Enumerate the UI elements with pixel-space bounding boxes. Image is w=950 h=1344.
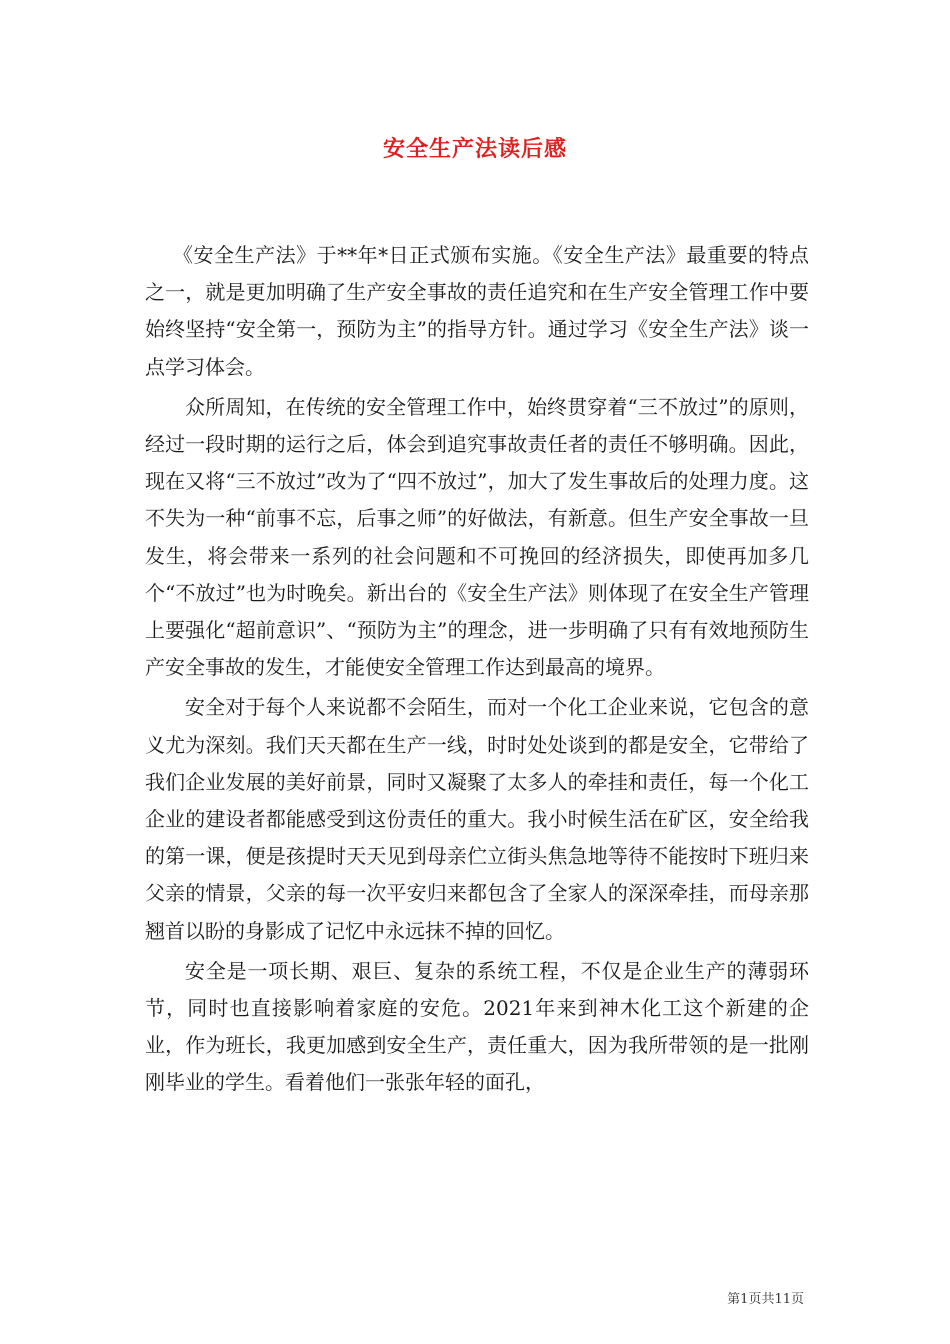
paragraph: 安全是一项长期、艰巨、复杂的系统工程，不仅是企业生产的薄弱环节，同时也直接影响着家庭的安危。2021年来到神木化工这个新建的企业，作为班长，我更加感到安全生产，责任重大，因为我所带领的是一批刚刚毕业的学生。看着他们一张张年轻的面孔， <box>145 958 809 1095</box>
document-title: 安全生产法读后感 <box>382 136 567 162</box>
document-body <box>145 237 809 1105</box>
page-number: 第1页共11页 <box>727 1292 804 1307</box>
paragraph: 《安全生产法》于**年*日正式颁布实施。《安全生产法》最重要的特点之一，就是更加明确了生产安全事故的责任追究和在生产安全管理工作中要始终坚持“安全第一，预防为主”的指导方针。通过学习《安全生产法》谈一点学习体会。 <box>145 243 809 379</box>
paragraph: 众所周知，在传统的安全管理工作中，始终贯穿着“三不放过”的原则，经过一段时期的运行之后，体会到追究事故责任者的责任不够明确。因此，现在又将“三不放过”改为了“四不放过”，加大了发生事故后的处理力度。这不失为一种“前事不忘，后事之师”的好做法，有新意。但生产安全事故一旦发生，将会带来一系列的社会问题和不可挽回的经济损失，即使再加多几个“不放过”也为时晚矣。新出台的《安全生产法》则体现了在安全生产管理上要强化“超前意识”、“预防为主”的理念，进一步明确了只有有效地预防生产安全事故的发生，才能使安全管理工作达到最高的境界。 <box>145 394 809 680</box>
paragraph: 安全对于每个人来说都不会陌生，而对一个化工企业来说，它包含的意义尤为深刻。我们天天都在生产一线，时时处处谈到的都是安全，它带给了我们企业发展的美好前景，同时又凝聚了太多人的牵挂和责任，每一个化工企业的建设者都能感受到这份责任的重大。我小时候生活在矿区，安全给我的第一课，便是孩提时天天见到母亲伫立街头焦急地等待不能按时下班归来父亲的情景，父亲的每一次平安归来都包含了全家人的深深牵挂，而母亲那翘首以盼的身影成了记忆中永远抹不掉的回忆。 <box>145 695 809 943</box>
